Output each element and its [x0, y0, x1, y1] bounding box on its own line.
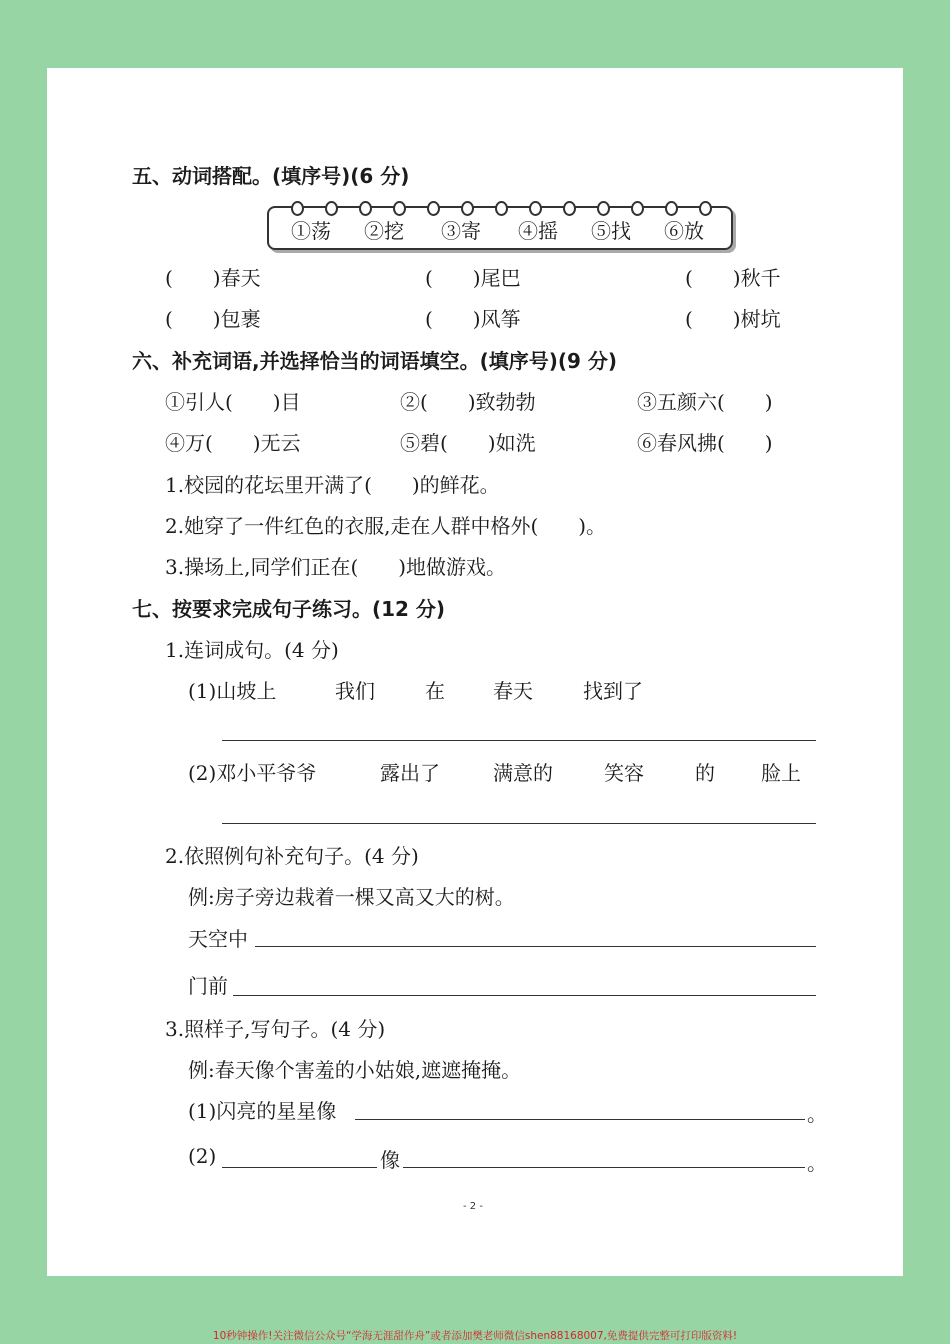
- word-chunk: 春天: [493, 679, 533, 703]
- period-mark: 。: [807, 1102, 827, 1126]
- word-chunk: (2)邓小平爷爷: [188, 761, 317, 785]
- sub2-title: 2.依照例句补充句子。(4 分): [165, 844, 419, 868]
- worksheet-page: [47, 68, 903, 1276]
- fill-question[interactable]: 2.她穿了一件红色的衣服,走在人群中格外( )。: [165, 514, 607, 538]
- verb-option: ①荡: [291, 219, 331, 243]
- verb-option: ④摇: [518, 219, 558, 243]
- binder-ring-icon: [291, 201, 304, 216]
- word-chunk: 笑容: [604, 761, 644, 785]
- answer-line[interactable]: [255, 946, 816, 947]
- word-chunk: 露出了: [380, 761, 440, 785]
- sub3-prompt: (2): [188, 1144, 217, 1168]
- sub2-prompt: 天空中: [188, 927, 248, 951]
- answer-line[interactable]: [233, 995, 816, 996]
- word-chunk: 在: [425, 679, 445, 703]
- word-chunk: 满意的: [493, 761, 553, 785]
- binder-ring-icon: [427, 201, 440, 216]
- word-blank[interactable]: ③五颜六( ): [637, 390, 773, 414]
- verb-option: ③寄: [441, 219, 481, 243]
- verb-blank[interactable]: ( )尾巴: [425, 266, 521, 290]
- word-chunk: (1)山坡上: [188, 679, 277, 703]
- word-chunk: 找到了: [583, 679, 643, 703]
- word-blank[interactable]: ④万( )无云: [165, 431, 301, 455]
- answer-line[interactable]: [222, 823, 816, 824]
- fill-question[interactable]: 1.校园的花坛里开满了( )的鲜花。: [165, 473, 500, 497]
- section-5-title: 五、动词搭配。(填序号)(6 分): [132, 164, 410, 188]
- sub2-example: 例:房子旁边栽着一棵又高又大的树。: [188, 885, 515, 909]
- binder-ring-icon: [529, 201, 542, 216]
- word-blank[interactable]: ⑥春风拂( ): [637, 431, 773, 455]
- binder-ring-icon: [461, 201, 474, 216]
- answer-line[interactable]: [222, 740, 816, 741]
- verb-option: ⑤找: [591, 219, 631, 243]
- page-number: - 2 -: [463, 1201, 483, 1212]
- verb-option: ⑥放: [664, 219, 704, 243]
- answer-line[interactable]: [355, 1119, 805, 1120]
- binder-ring-icon: [393, 201, 406, 216]
- answer-line[interactable]: [403, 1167, 805, 1168]
- period-mark: 。: [807, 1151, 827, 1175]
- verb-options-box: [267, 206, 733, 250]
- verb-blank[interactable]: ( )秋千: [685, 266, 781, 290]
- word-blank[interactable]: ①引人( )目: [165, 390, 301, 414]
- verb-blank[interactable]: ( )风筝: [425, 307, 521, 331]
- word-blank[interactable]: ⑤碧( )如洗: [400, 431, 536, 455]
- word-chunk: 脸上: [761, 761, 801, 785]
- promo-footer: 10秒钟操作!关注微信公众号“学海无涯甜作舟”或者添加樊老师微信shen88168007,免费提供完整可打印版资料!: [212, 1330, 738, 1342]
- binder-ring-icon: [597, 201, 610, 216]
- verb-option: ②挖: [364, 219, 404, 243]
- verb-blank[interactable]: ( )包裹: [165, 307, 261, 331]
- verb-blank[interactable]: ( )春天: [165, 266, 261, 290]
- verb-blank[interactable]: ( )树坑: [685, 307, 781, 331]
- binder-ring-icon: [665, 201, 678, 216]
- word-blank[interactable]: ②( )致勃勃: [400, 390, 536, 414]
- binder-ring-icon: [495, 201, 508, 216]
- word-chunk: 的: [695, 761, 715, 785]
- section-7-title: 七、按要求完成句子练习。(12 分): [132, 597, 446, 621]
- binder-ring-icon: [631, 201, 644, 216]
- binder-ring-icon: [563, 201, 576, 216]
- sub3-prompt: (1)闪亮的星星像: [188, 1099, 337, 1123]
- sub3-title: 3.照样子,写句子。(4 分): [165, 1017, 386, 1041]
- word-chunk: 我们: [335, 679, 375, 703]
- answer-line[interactable]: [222, 1167, 377, 1168]
- sub1-title: 1.连词成句。(4 分): [165, 638, 339, 662]
- binder-ring-icon: [359, 201, 372, 216]
- section-6-title: 六、补充词语,并选择恰当的词语填空。(填序号)(9 分): [132, 349, 618, 373]
- sub2-prompt: 门前: [188, 974, 228, 998]
- binder-ring-icon: [699, 201, 712, 216]
- sub3-example: 例:春天像个害羞的小姑娘,遮遮掩掩。: [188, 1058, 522, 1082]
- sub3-prompt: 像: [380, 1148, 400, 1172]
- fill-question[interactable]: 3.操场上,同学们正在( )地做游戏。: [165, 555, 507, 579]
- binder-ring-icon: [325, 201, 338, 216]
